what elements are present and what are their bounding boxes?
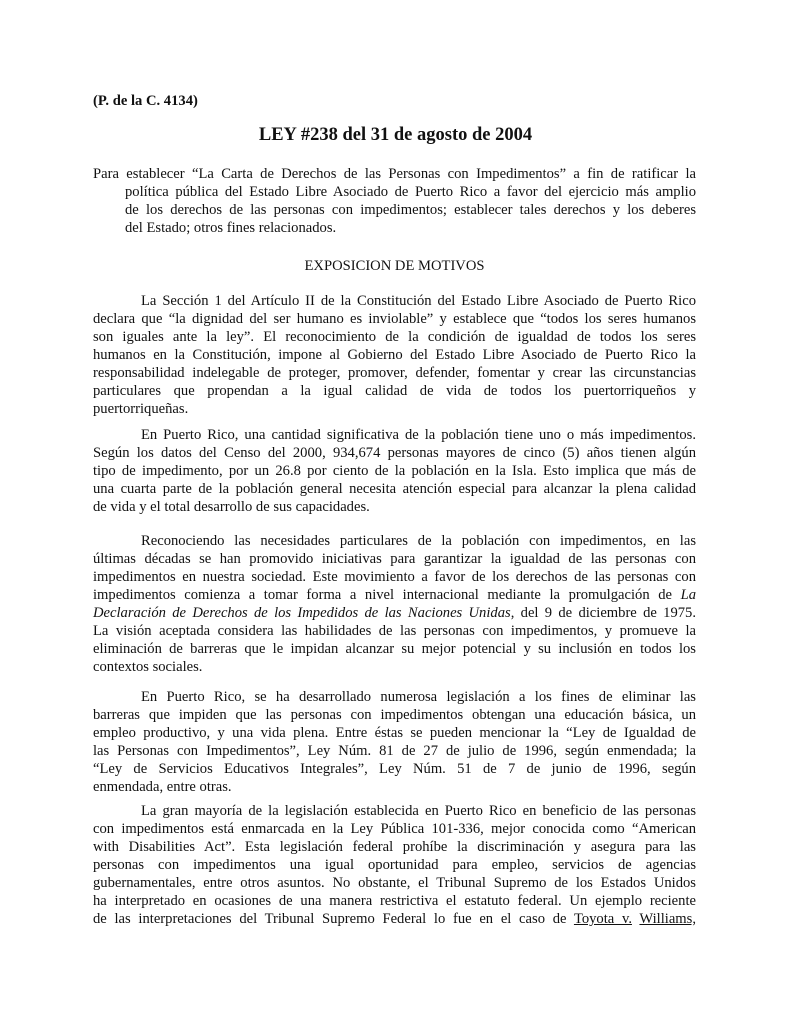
paragraph-line: de vida y el total desarrollo de sus capacidades. (93, 499, 370, 515)
paragraph-line: son iguales ante la ley”. El reconocimiento de la condición de igualdad de todos los seres (93, 329, 696, 345)
line-text: de las interpretaciones del Tribunal Supremo Federal lo fue en el caso de (93, 911, 567, 927)
paragraph-line: Según los datos del Censo del 2000, 934,674 personas mayores de cinco (5) años tienen algún (93, 445, 696, 461)
paragraph-line: enmendada, entre otras. (93, 779, 232, 795)
paragraph-line: últimas décadas se han promovido iniciativas para garantizar la igualdad de las personas con (93, 551, 696, 567)
purpose-line: del Estado; otros fines relacionados. (125, 220, 337, 236)
paragraph-line: personas con impedimentos una igual oportunidad para empleo, servicios de agencias (93, 857, 696, 873)
paragraph-line: particulares que propendan a la igual calidad de vida de todos los puertorriqueños y (93, 383, 696, 399)
paragraph-line: “Ley de Servicios Educativos Integrales”, Ley Núm. 51 de 7 de junio de 1996, según (93, 761, 696, 777)
paragraph-line: Declaración de Derechos de los Impedidos de las Naciones Unidas, del 9 de diciembre de 1975. (93, 605, 696, 621)
paragraph-line: responsabilidad indelegable de proteger, promover, defender, fomentar y crear las circunstancias (93, 365, 696, 381)
paragraph-line: con impedimentos está enmarcada en la Ley Pública 101-336, mejor conocida como “American (93, 821, 696, 837)
section-heading: EXPOSICION DE MOTIVOS (304, 258, 485, 274)
paragraph-line: contextos sociales. (93, 659, 203, 675)
paragraph-line: with Disabilities Act”. Esta legislación federal prohíbe la discriminación y asegura para las (93, 839, 696, 855)
paragraph-line: puertorriqueñas. (93, 401, 189, 417)
paragraph-line: gubernamentales, entre otros asuntos. No obstante, el Tribunal Supremo de los Estados Unidos (93, 875, 696, 891)
paragraph-line: humanos en la Constitución, impone al Gobierno del Estado Libre Asociado de Puerto Rico la (93, 347, 696, 363)
purpose-line: Para establecer “La Carta de Derechos de las Personas con Impedimentos” a fin de ratificar la (93, 166, 696, 182)
paragraph-line: Reconociendo las necesidades particulares de la población con impedimentos, en las (141, 533, 696, 549)
purpose-line: de los derechos de las personas con impedimentos; establecer tales derechos y los deberes (125, 202, 696, 218)
purpose-line: política pública del Estado Libre Asociado de Puerto Rico a favor del ejercicio más amplio (125, 184, 696, 200)
paragraph-line: declara que “la dignidad del ser humano es inviolable” y establece que “todos los seres humanos (93, 311, 696, 327)
paragraph-line: ha interpretado en ocasiones de una manera restrictiva el estatuto federal. Un ejemplo reciente (93, 893, 696, 909)
paragraph-line (93, 586, 696, 604)
paragraph-line: empleo productivo, y una vida plena. Entre éstas se pueden mencionar la “Ley de Igualdad de (93, 725, 696, 741)
law-title: LEY #238 del 31 de agosto de 2004 (258, 125, 533, 145)
paragraph-line: En Puerto Rico, se ha desarrollado numerosa legislación a los fines de eliminar las (141, 689, 696, 705)
case-name-part1: Toyota v. (573, 911, 632, 927)
paragraph-line: una cuarta parte de la población general necesita atención especial para alcanzar la plena calidad (93, 481, 696, 497)
paragraph-line: La Sección 1 del Artículo II de la Constitución del Estado Libre Asociado de Puerto Rico (141, 293, 696, 309)
paragraph-line: tipo de impedimento, por un 26.8 por ciento de la población en la Isla. Esto implica que más de (93, 463, 696, 479)
italic-title: Declaración de Derechos de los Impedidos de las Naciones Unidas (93, 605, 511, 621)
paragraph-line: La gran mayoría de la legislación establecida en Puerto Rico en beneficio de las personas (141, 803, 696, 819)
paragraph-line (93, 910, 696, 928)
paragraph-line: En Puerto Rico, una cantidad significativa de la población tiene uno o más impedimentos. (141, 427, 696, 443)
line-text: impedimentos comienza a tomar forma a nivel internacional mediante la promulgación de (93, 587, 672, 603)
italic-title: La (680, 587, 696, 603)
paragraph-line: las Personas con Impedimentos”, Ley Núm. 81 de 27 de julio de 1996, según enmendada; la (93, 743, 696, 759)
bill-number: (P. de la C. 4134) (93, 93, 198, 109)
paragraph-line: eliminación de barreras que le impidan alcanzar su mejor potencial y su inclusión en todos los (93, 641, 696, 657)
paragraph-line: impedimentos en nuestra sociedad. Este movimiento a favor de los derechos de las personas con (93, 569, 696, 585)
line-text: del 9 de diciembre de 1975. (520, 605, 696, 621)
paragraph-line: barreras que impiden que las personas con impedimentos obtengan una educación básica, un (93, 707, 696, 723)
paragraph-line: La visión aceptada considera las habilidades de las personas con impedimentos, y promueve la (93, 623, 696, 639)
case-name-part2: Williams, (639, 911, 696, 927)
